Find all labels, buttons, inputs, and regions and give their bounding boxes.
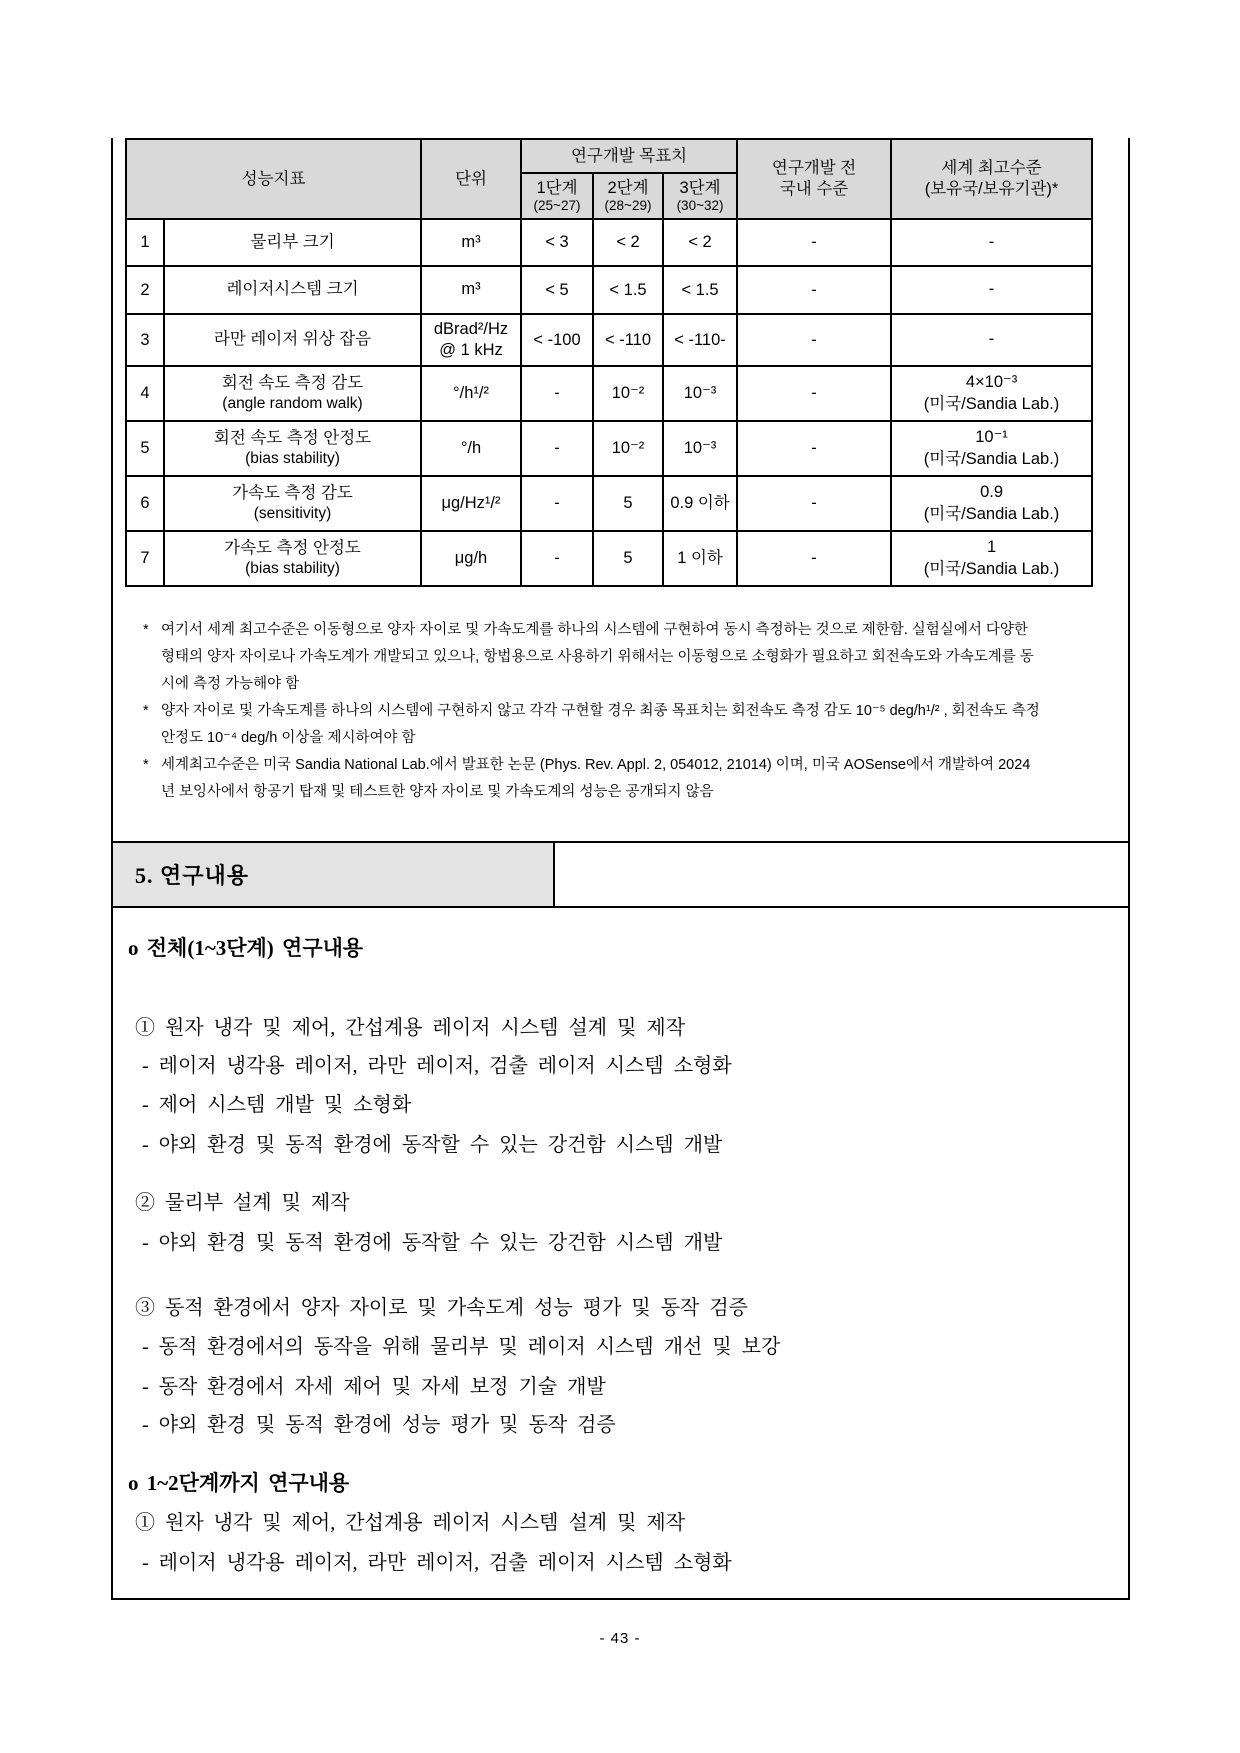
unit-text: μg/Hz¹/² [441,493,501,512]
cell-indicator [164,366,421,421]
cell-stage2: 10⁻² [593,421,663,476]
indicator-sub: (angle random walk) [222,395,363,413]
table-row [126,266,1092,314]
cell-no: 2 [126,266,164,314]
cell-domestic: - [737,266,891,314]
cell-stage3: 10⁻³ [663,366,737,421]
unit-sub: @ 1 kHz [439,341,503,359]
content-heading: o 전체(1~3단계) 연구내용 [128,936,364,960]
indicator-sub: (bias stability) [245,560,340,578]
cell-stage2: < 1.5 [593,266,663,314]
section5-title: 5. 연구내용 [135,863,250,888]
table-row [126,219,1092,266]
cell-stage2: 5 [593,531,663,586]
footnote-text: 세계최고수준은 미국 Sandia National Lab.에서 발표한 논문 (Phys. Rev. Appl. 2, 054012, 21014) 이며, 미국 AOSense에서 개발하여 2024년 보잉사에서 항공기 탑재 및 테스트한 양자 자이로 및 가속도계의 성능은 공개되지 않음 [161,757,1031,800]
content-heading: o 1~2단계까지 연구내용 [128,1471,350,1495]
table-row [126,476,1092,531]
world-org: (미국/Sandia Lab.) [923,559,1060,578]
content-item: ③ 동적 환경에서 양자 자이로 및 가속도계 성능 평가 및 동작 검증 [135,1297,748,1319]
footnote-marker: * [143,757,149,773]
content-item: ① 원자 냉각 및 제어, 간섭계용 레이저 시스템 설계 및 제작 [135,1512,686,1534]
header-stage-3 [663,173,737,219]
world-value: 1 [986,538,997,557]
unit-text: m³ [461,280,481,299]
page-number: - 43 - [599,1630,641,1647]
header-world-line1: 세계 최고수준 [941,158,1042,177]
content-subitem: - 동적 환경에서의 동작을 위해 물리부 및 레이저 시스템 개선 및 보강 [142,1336,781,1358]
header-world [891,139,1092,219]
header-domestic-line1: 연구개발 전 [771,158,857,177]
header-world-line2: (보유국/보유기관)* [924,180,1059,198]
footnote [143,752,1042,806]
world-org: (미국/Sandia Lab.) [923,504,1060,523]
cell-unit [421,366,521,421]
cell-world [891,366,1092,421]
cell-stage1: < 5 [521,266,593,314]
cell-no: 5 [126,421,164,476]
world-org: (미국/Sandia Lab.) [923,449,1060,468]
cell-no: 1 [126,219,164,266]
world-value: 0.9 [980,483,1003,502]
world-value: 4×10⁻³ [965,373,1018,392]
cell-stage1: - [521,421,593,476]
cell-stage1: - [521,476,593,531]
table-row [126,366,1092,421]
cell-stage3: < -110- [663,314,737,366]
stage-2-label: 2단계 [607,179,649,198]
cell-domestic: - [737,476,891,531]
cell-unit [421,266,521,314]
cell-stage2: 5 [593,476,663,531]
world-org: (미국/Sandia Lab.) [923,394,1060,413]
cell-domestic: - [737,314,891,366]
cell-stage3: 10⁻³ [663,421,737,476]
cell-world [891,531,1092,586]
indicator-text: 레이저시스템 크기 [226,280,359,299]
stage-3-label: 3단계 [679,179,721,198]
cell-domestic: - [737,219,891,266]
cell-world [891,314,1092,366]
header-stage-1 [521,173,593,219]
header-unit: 단위 [421,139,521,219]
cell-stage1: < -100 [521,314,593,366]
unit-text: °/h¹/² [453,383,489,402]
content-subitem: - 레이저 냉각용 레이저, 라만 레이저, 검출 레이저 시스템 소형화 [142,1552,732,1574]
footnote-marker: * [143,703,149,719]
performance-section [113,138,1128,843]
cell-domestic: - [737,531,891,586]
section5-header-row [113,843,1128,908]
indicator-text: 가속도 측정 안정도 [224,538,361,557]
header-domestic-line2: 국내 수준 [779,180,849,198]
table-header-row-1 [126,139,1092,173]
cell-indicator [164,219,421,266]
stage-3-years: (30~32) [676,197,724,213]
unit-text: °/h [460,438,482,457]
footnote [143,617,1042,698]
cell-stage1: - [521,531,593,586]
section5-title-box [113,843,555,906]
performance-table [125,138,1093,587]
cell-stage2: < 2 [593,219,663,266]
content-subitem: - 야외 환경 및 동적 환경에 성능 평가 및 동작 검증 [142,1414,616,1436]
cell-unit [421,219,521,266]
footnote [143,698,1042,752]
cell-unit [421,421,521,476]
cell-indicator [164,531,421,586]
cell-no: 6 [126,476,164,531]
indicator-text: 회전 속도 측정 안정도 [213,428,372,447]
footnotes [143,617,1042,806]
cell-stage2: 10⁻² [593,366,663,421]
header-domestic [737,139,891,219]
indicator-sub: (sensitivity) [253,505,332,523]
header-indicator: 성능지표 [126,139,421,219]
cell-no: 3 [126,314,164,366]
cell-stage3: 1 이하 [663,531,737,586]
unit-text: dBrad²/Hz [433,319,509,338]
content-item: ② 물리부 설계 및 제작 [135,1192,350,1214]
stage-1-label: 1단계 [536,179,578,198]
cell-domestic: - [737,366,891,421]
indicator-text: 물리부 크기 [250,232,335,251]
world-value: - [988,330,995,349]
world-value: - [988,280,995,299]
unit-text: μg/h [454,548,488,567]
indicator-sub: (bias stability) [245,450,340,468]
stage-2-years: (28~29) [604,197,652,213]
footnote-marker: * [143,622,149,638]
research-content [113,908,1128,1577]
footnote-text: 양자 자이로 및 가속도계를 하나의 시스템에 구현하지 않고 각각 구현할 경우 최종 목표치는 회전속도 측정 감도 10⁻⁵ deg/h¹/² , 회전속도 측정 안정도 10⁻⁴ deg/h 이상을 제시하여야 함 [161,703,1040,746]
world-value: - [988,232,995,251]
content-subitem: - 레이저 냉각용 레이저, 라만 레이저, 검출 레이저 시스템 소형화 [142,1055,732,1077]
table-row [126,531,1092,586]
cell-stage3: < 1.5 [663,266,737,314]
cell-indicator [164,421,421,476]
indicator-text: 라만 레이저 위상 잡음 [213,330,372,349]
cell-unit [421,531,521,586]
cell-domestic: - [737,421,891,476]
world-value: 10⁻¹ [975,428,1008,447]
header-stage-2 [593,173,663,219]
table-row [126,314,1092,366]
cell-world [891,476,1092,531]
stage-1-years: (25~27) [533,197,581,213]
unit-text: m³ [461,232,481,251]
cell-stage1: - [521,366,593,421]
indicator-text: 회전 속도 측정 감도 [221,373,364,392]
cell-world [891,266,1092,314]
content-subitem: - 동작 환경에서 자세 제어 및 자세 보정 기술 개발 [142,1376,606,1398]
cell-no: 7 [126,531,164,586]
content-item: ① 원자 냉각 및 제어, 간섭계용 레이저 시스템 설계 및 제작 [135,1017,686,1039]
header-target: 연구개발 목표치 [521,139,737,173]
content-subitem: - 제어 시스템 개발 및 소형화 [142,1094,412,1116]
cell-stage3: < 2 [663,219,737,266]
cell-indicator [164,266,421,314]
indicator-text: 가속도 측정 감도 [232,483,353,502]
table-row [126,421,1092,476]
cell-no: 4 [126,366,164,421]
cell-stage2: < -110 [593,314,663,366]
cell-stage3: 0.9 이하 [663,476,737,531]
footnote-text: 여기서 세계 최고수준은 이동형으로 양자 자이로 및 가속도계를 하나의 시스템에 구현하여 동시 측정하는 것으로 제한함. 실험실에서 다양한 형태의 양자 자이로나 가속도계가 개발되고 있으나, 항법용으로 사용하기 위해서는 이동형으로 소형화가 필요하고 회전속도와 가속도계를 동시에 측정 가능해야 함 [161,622,1034,692]
document-content-box [111,138,1130,1600]
cell-indicator [164,314,421,366]
cell-world [891,421,1092,476]
cell-world [891,219,1092,266]
cell-indicator [164,476,421,531]
cell-unit [421,314,521,366]
cell-stage1: < 3 [521,219,593,266]
cell-unit [421,476,521,531]
content-subitem: - 야외 환경 및 동적 환경에 동작할 수 있는 강건함 시스템 개발 [142,1232,723,1254]
content-subitem: - 야외 환경 및 동적 환경에 동작할 수 있는 강건함 시스템 개발 [142,1134,723,1156]
